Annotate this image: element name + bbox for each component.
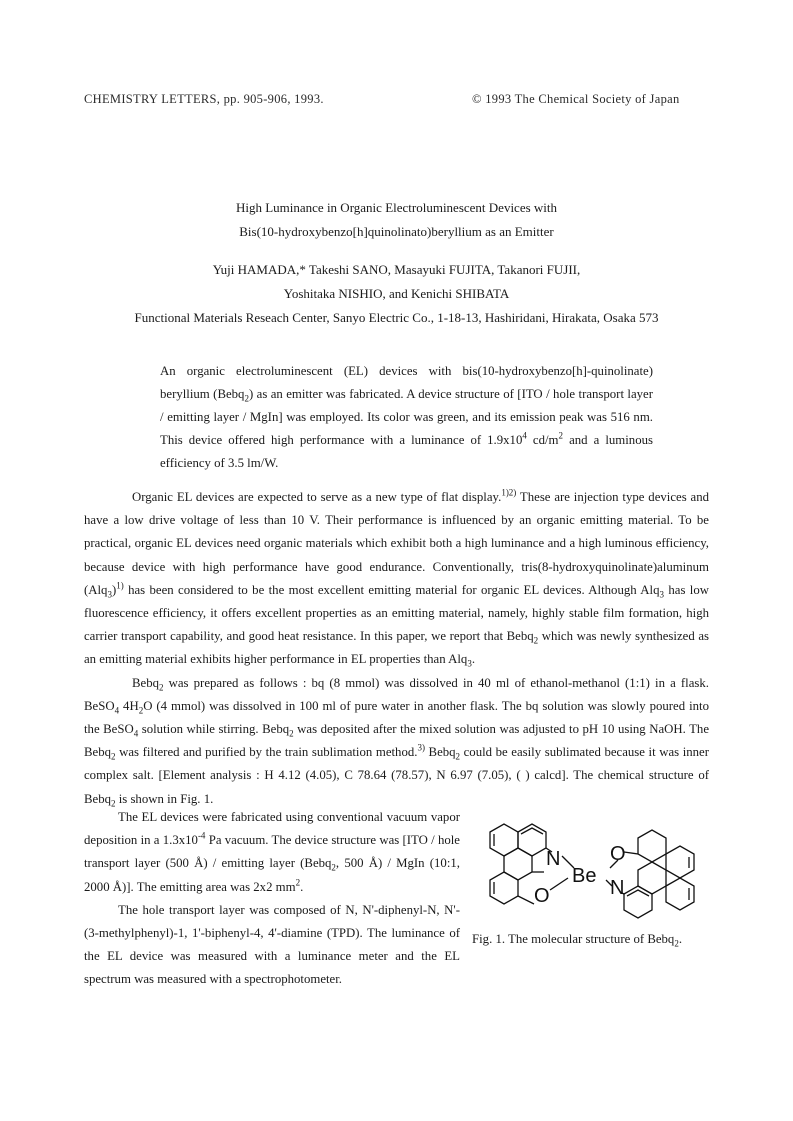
abstract-text-3: cd/m — [526, 433, 559, 447]
abstract-text-1: An organic electroluminescent (EL) devices with bis(10-hydroxybenzo[h]-quinolinate) beryllium (Bebq — [160, 364, 653, 401]
paragraph-synthesis: Bebq$_2$ was prepared as follows : bq (8 mmol) was dissolved in 40 ml of ethanol-methanol (1:1) in a flask. BeSO$_4$ $4H_2O$ (4 mmol) was dissolved in 100 ml of pure water in another flask. The bq solution was slowly poured into the BeSO$_4$ solution while stirring. Bebq$_2$ was deposited after the mixed solution was adjusted to pH 10 using NaOH. The Bebq$_2$ was filtered and purified by the train sublimation method.$^{3)}$ Bebq$_2$ could be easily sublimated because it was inner complex salt. [Element analysis : H 4.12 (4.05), C 78.64 (78.57), N 6.97 (7.05), ( ) calcd]. The chemical structure of Bebq$_2$ is shown in Fig. 1. — [84, 675, 709, 809]
caption-sub: 2 — [674, 938, 679, 949]
copyright-notice: © 1993 The Chemical Society of Japan — [472, 92, 680, 106]
abstract-sub-1: 2 — [244, 393, 249, 404]
abstract — [160, 360, 653, 475]
abstract-sup-2: 2 — [558, 430, 564, 441]
author-block — [0, 258, 793, 330]
paragraph-intro: Organic EL devices are expected to serve as a new type of flat display.$^{1)2)}$ These are injection type devices and have a low drive voltage of less than 10 V. Their performance is influenced by an organic emitting material. To be practical, organic EL devices need organic materials which exhibit both a high luminance and a high luminous efficiency, because device with high performance have good endurance. Conventionally, tris(8-hydroxyquinolinate)aluminum $(Alq_3)^{1)}$ has been considered to be the most excellent emitting material for organic EL devices. Although Alq$_3$ has low fluorescence efficiency, it offers excellent properties as an emitting material, namely, highly stable film formation, high carrier transport capability, and good heat resistance. In this paper, we report that Bebq$_2$ which was newly synthesized as an emitting material exhibits higher performance in EL properties than Alq$_3$. — [84, 487, 710, 669]
journal-citation: CHEMISTRY LETTERS, pp. 905-906, 1993. — [84, 92, 324, 106]
abstract-sup-1: 4 — [522, 430, 527, 441]
abstract-text-2: ) as an emitter was fabricated. A device structure of [ITO / hole transport layer / emitting layer / MgIn] was employed. Its color was green, and its emission peak was 516 nm. This device offered high performance with a luminance of 1.9x10 — [160, 387, 653, 447]
atom-label-be: Be — [572, 865, 597, 887]
atom-label-n-right: N — [610, 877, 625, 899]
caption-end: . — [678, 932, 683, 946]
molecular-structure-figure — [472, 812, 712, 934]
body-text — [84, 486, 709, 811]
title-line-2: Bis(10-hydroxybenzo[h]quinolinato)beryllium as an Emitter — [239, 224, 554, 239]
abstract-text-4: and a luminous efficiency of 3.5 lm/W. — [160, 433, 653, 470]
authors-line-2: Yoshitaka NISHIO, and Kenichi SHIBATA — [283, 286, 510, 301]
affiliation: Functional Materials Reseach Center, Sanyo Electric Co., 1-18-13, Hashiridani, Hirakata, Osaka 573 — [134, 310, 659, 325]
caption-text: Fig. 1. The molecular structure of Bebq — [472, 932, 675, 946]
paragraph-fabrication: The EL devices were fabricated using conventional vacuum vapor deposition in a $1.3x10^{-4}$ Pa vacuum. The device structure was [ITO / hole transport layer (500 Å) / emitting layer (Bebq$_2$, 500 Å) / MgIn (10:1, 2000 Å)]. The emitting area was 2x2 $mm^2$. — [84, 810, 460, 894]
left-column-text — [84, 806, 460, 992]
atom-label-o-right: O — [610, 843, 626, 865]
figure-caption — [472, 932, 712, 947]
title-line-1: High Luminance in Organic Electroluminescent Devices with — [235, 200, 558, 215]
paragraph-hole-transport: The hole transport layer was composed of N, N'-diphenyl-N, N'-(3-methylphenyl)-1, 1'-biphenyl-4, 4'-diamine (TPD). The luminance of the EL device was measured with a luminance meter and the EL spectrum was measured with a spectrophotometer. — [84, 902, 460, 987]
atom-label-o-left: O — [534, 885, 550, 907]
atom-label-n-left: N — [546, 848, 561, 870]
article-title — [0, 196, 793, 244]
authors-line-1: Yuji HAMADA,* Takeshi SANO, Masayuki FUJITA, Takanori FUJII, — [212, 262, 581, 277]
